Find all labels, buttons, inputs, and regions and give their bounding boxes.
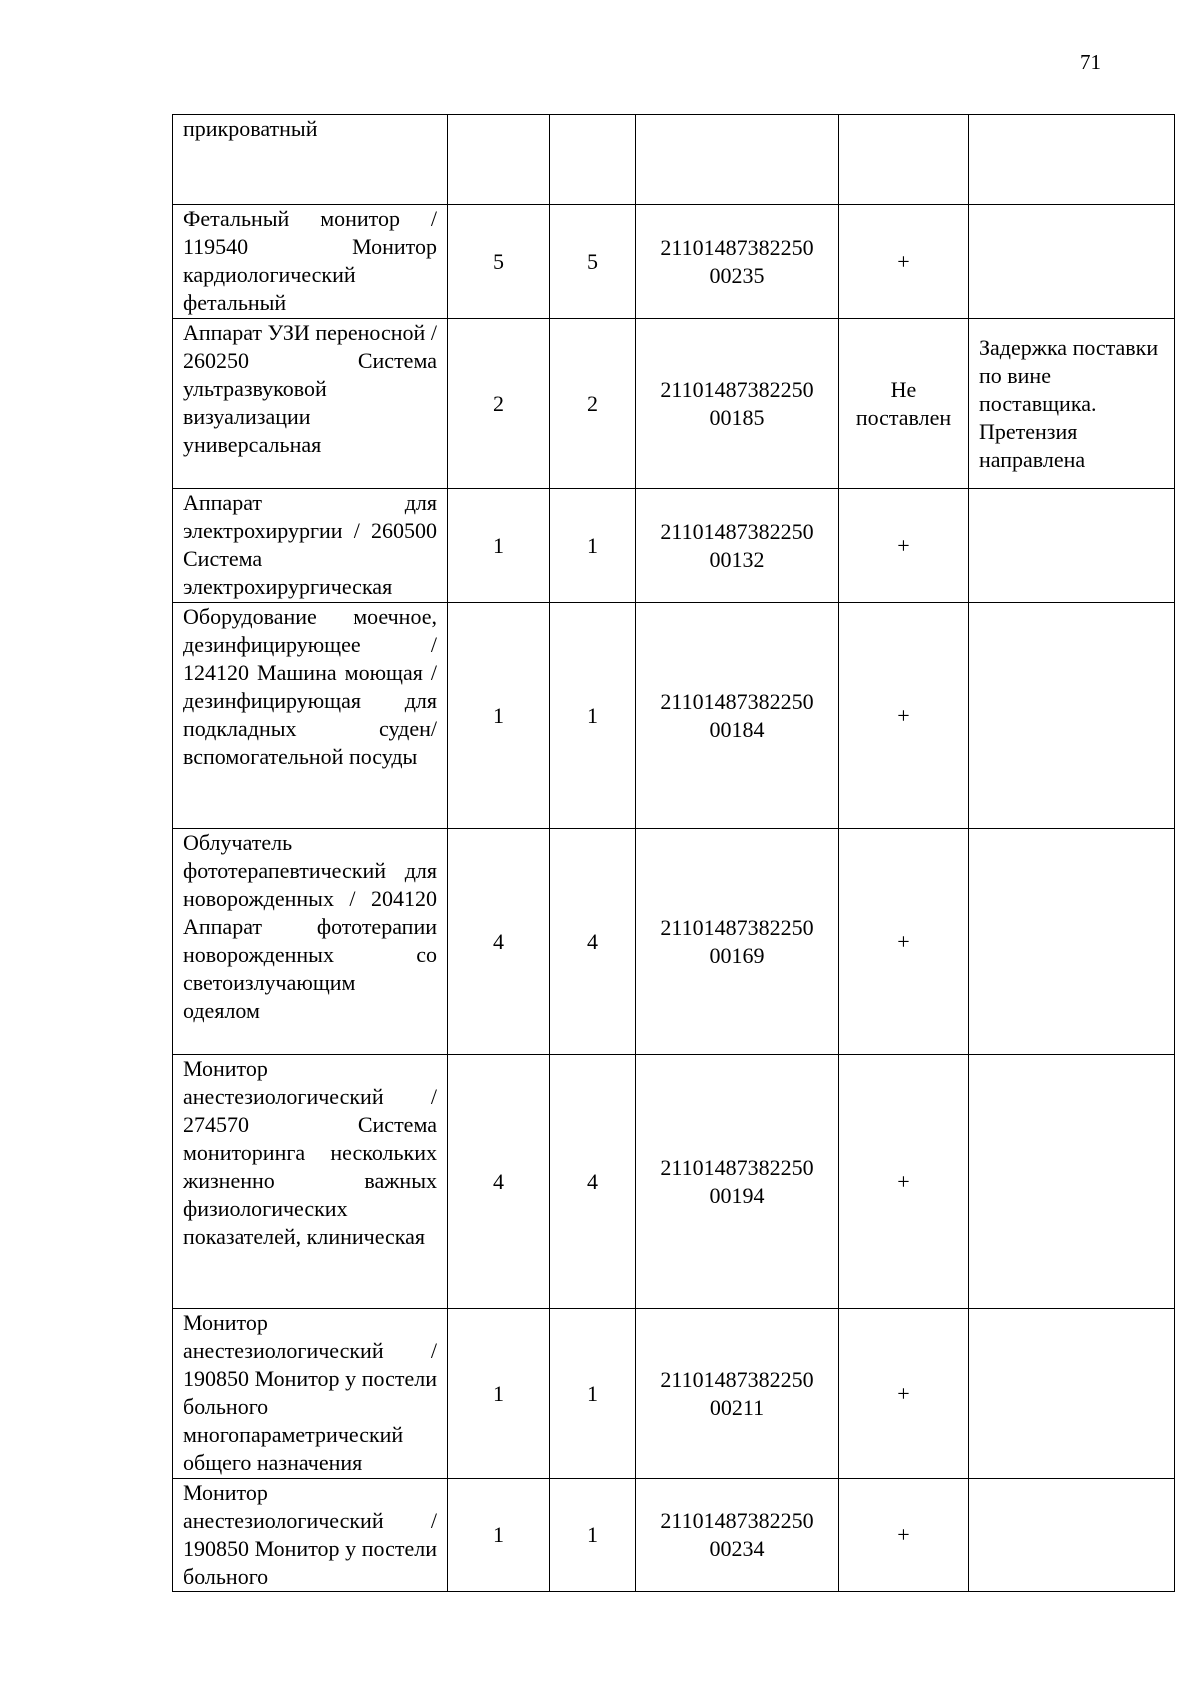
- note-cell: [969, 603, 1175, 829]
- equipment-name-cell: [173, 829, 448, 1055]
- registry-number-part-1: 21101487382250: [660, 1508, 814, 1533]
- planned-quantity-cell: [448, 489, 550, 603]
- equipment-name: Оборудование моечное, дезинфицирующее / 124120 Машина моющая /дезинфицирующая для подкладных суден/вспомогательной посуды: [183, 604, 437, 769]
- equipment-name: Фетальный монитор / 119540 Монитор кардиологический фетальный: [183, 206, 437, 315]
- delivered-quantity: 1: [587, 532, 598, 558]
- table-body: [173, 115, 1175, 1592]
- registry-number-part-1: 21101487382250: [660, 1154, 814, 1180]
- planned-quantity-cell: [448, 1055, 550, 1309]
- planned-quantity: 1: [493, 702, 504, 728]
- delivered-quantity-cell: [550, 205, 636, 319]
- equipment-name-cell: [173, 1479, 448, 1592]
- planned-quantity: 1: [493, 1380, 504, 1406]
- note-cell: [969, 1309, 1175, 1479]
- delivered-quantity-cell: [550, 603, 636, 829]
- delivered-quantity-cell: [550, 489, 636, 603]
- registry-number-cell: [636, 489, 839, 603]
- note-cell: [969, 829, 1175, 1055]
- planned-quantity-cell: [448, 319, 550, 489]
- delivered-quantity-cell: [550, 319, 636, 489]
- note-cell: [969, 1055, 1175, 1309]
- planned-quantity: 2: [493, 390, 504, 416]
- equipment-name-cell: [173, 1309, 448, 1479]
- registry-number-part-2: 00234: [709, 1536, 765, 1561]
- registry-number-cell: [636, 205, 839, 319]
- registry-number-cell: [636, 1309, 839, 1479]
- delivery-status-cell: [839, 489, 969, 603]
- equipment-name-cell: [173, 115, 448, 205]
- delivery-status-cell: [839, 829, 969, 1055]
- delivery-status: +: [897, 1380, 910, 1406]
- table-row: [173, 489, 1175, 603]
- table-row: [173, 115, 1175, 205]
- table-row: [173, 829, 1175, 1055]
- planned-quantity-cell: [448, 829, 550, 1055]
- planned-quantity-cell: [448, 603, 550, 829]
- registry-number-part-2: 00184: [709, 716, 765, 742]
- delivery-status-cell: [839, 319, 969, 489]
- delivery-status: +: [897, 702, 910, 728]
- table-row: [173, 1055, 1175, 1309]
- planned-quantity-cell: [448, 1479, 550, 1592]
- delivered-quantity-cell: [550, 1479, 636, 1592]
- delivered-quantity: 1: [587, 1380, 598, 1406]
- delivered-quantity: 1: [587, 1522, 598, 1547]
- table-row: [173, 1479, 1175, 1592]
- equipment-name: Облучатель фототерапевтический для новорожденных / 204120 Аппарат фототерапии новорожденных со светоизлучающим одеялом: [183, 830, 437, 1023]
- equipment-table: [172, 114, 1175, 1592]
- delivered-quantity-cell: [550, 1309, 636, 1479]
- equipment-name-cell: [173, 603, 448, 829]
- registry-number-part-2: 00211: [709, 1394, 765, 1420]
- note-cell: [969, 489, 1175, 603]
- note-cell: [969, 1479, 1175, 1592]
- planned-quantity-cell: [448, 115, 550, 205]
- delivered-quantity: 1: [587, 702, 598, 728]
- delivery-status-cell: [839, 603, 969, 829]
- registry-number-part-1: 21101487382250: [660, 1366, 814, 1392]
- delivery-status-cell: [839, 1479, 969, 1592]
- planned-quantity: 4: [493, 1168, 504, 1194]
- registry-number-part-1: 21101487382250: [660, 914, 814, 940]
- registry-number-part-2: 00169: [709, 942, 765, 968]
- registry-number-part-1: 21101487382250: [660, 518, 814, 544]
- equipment-name: Аппарат УЗИ переносной / 260250 Система ультразвуковой визуализации универсальная: [183, 320, 437, 457]
- delivered-quantity-cell: [550, 829, 636, 1055]
- registry-number-part-2: 00194: [709, 1182, 765, 1208]
- equipment-name-cell: [173, 319, 448, 489]
- equipment-name-cell: [173, 205, 448, 319]
- equipment-name-cell: [173, 1055, 448, 1309]
- registry-number-cell: [636, 319, 839, 489]
- delivery-status: +: [897, 1168, 910, 1194]
- table-row: [173, 205, 1175, 319]
- planned-quantity: 4: [493, 928, 504, 954]
- delivery-status-cell: [839, 1309, 969, 1479]
- delivery-status-cell: [839, 115, 969, 205]
- registry-number-part-2: 00235: [709, 262, 765, 288]
- equipment-name: Аппарат для электрохирургии / 260500 Система электрохирургическая: [183, 490, 437, 599]
- registry-number-cell: [636, 603, 839, 829]
- equipment-name: Монитор анестезиологический / 190850 Монитор у постели больного: [183, 1480, 437, 1589]
- equipment-name: Монитор анестезиологический / 274570 Система мониторинга нескольких жизненно важных физиологических показателей, клиническая: [183, 1056, 437, 1249]
- registry-number-part-1: 21101487382250: [660, 688, 814, 714]
- table-row: [173, 1309, 1175, 1479]
- note-cell: [969, 115, 1175, 205]
- delivered-quantity-cell: [550, 115, 636, 205]
- equipment-name: Монитор анестезиологический / 190850 Монитор у постели больного многопараметрический общего назначения: [183, 1310, 437, 1475]
- planned-quantity: 1: [493, 1522, 504, 1547]
- note-text: Задержка поставки по вине поставщика. Претензия направлена: [979, 334, 1159, 472]
- table-row: [173, 603, 1175, 829]
- registry-number-part-1: 21101487382250: [660, 234, 814, 260]
- registry-number-cell: [636, 1479, 839, 1592]
- delivery-status: +: [897, 1522, 910, 1547]
- note-cell: [969, 319, 1175, 489]
- delivered-quantity: 5: [587, 248, 598, 274]
- registry-number-cell: [636, 115, 839, 205]
- page-number: 71: [1080, 50, 1101, 74]
- delivered-quantity: 4: [587, 928, 598, 954]
- delivery-status-cell: [839, 1055, 969, 1309]
- delivered-quantity-cell: [550, 1055, 636, 1309]
- registry-number-part-2: 00185: [709, 404, 765, 430]
- registry-number-part-1: 21101487382250: [660, 376, 814, 402]
- planned-quantity: 1: [493, 532, 504, 558]
- delivered-quantity: 2: [587, 390, 598, 416]
- delivery-status: +: [897, 532, 910, 558]
- equipment-name-cell: [173, 489, 448, 603]
- delivery-status-cell: [839, 205, 969, 319]
- delivery-status: +: [897, 928, 910, 954]
- delivery-status: +: [897, 248, 910, 274]
- planned-quantity: 5: [493, 248, 504, 274]
- delivery-status: Не поставлен: [855, 376, 952, 430]
- registry-number-cell: [636, 1055, 839, 1309]
- note-cell: [969, 205, 1175, 319]
- planned-quantity-cell: [448, 205, 550, 319]
- table-row: [173, 319, 1175, 489]
- registry-number-cell: [636, 829, 839, 1055]
- registry-number-part-2: 00132: [709, 546, 765, 572]
- equipment-name: прикроватный: [183, 116, 318, 141]
- planned-quantity-cell: [448, 1309, 550, 1479]
- delivered-quantity: 4: [587, 1168, 598, 1194]
